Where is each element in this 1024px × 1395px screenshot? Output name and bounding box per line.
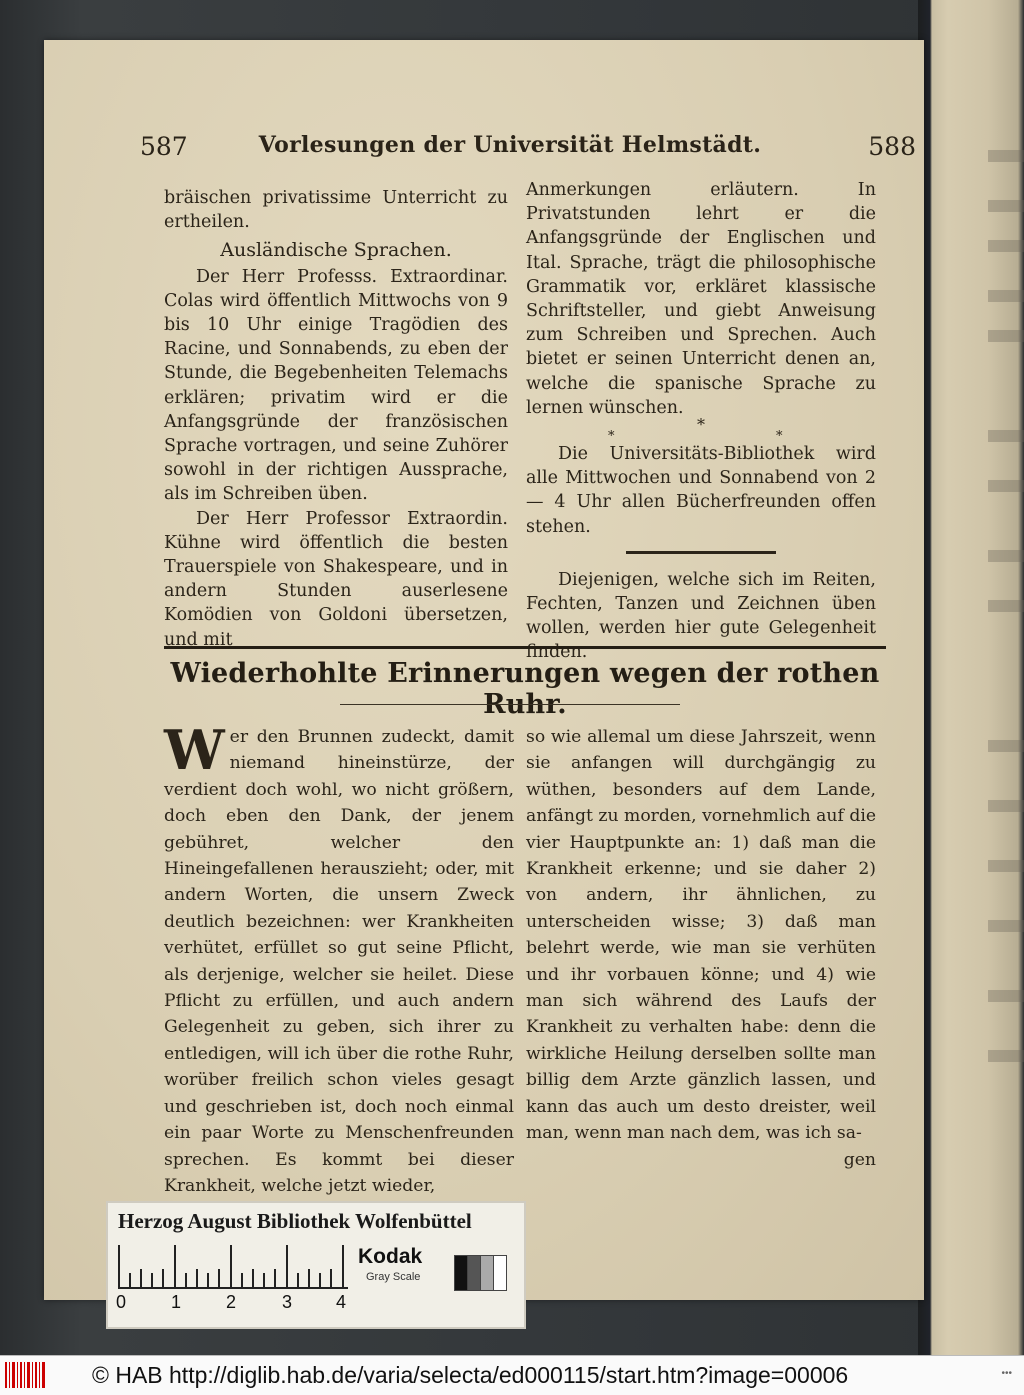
asterism-top: * bbox=[697, 415, 705, 435]
upper-right-column bbox=[526, 178, 876, 665]
scale-number: 3 bbox=[282, 1292, 293, 1312]
scale-number: 1 bbox=[171, 1292, 182, 1312]
footer-bar bbox=[0, 1355, 1024, 1395]
paragraph-text: er den Brunnen zudeckt, damit niemand hineinstürze, der verdient doch wohl, wo nicht größern, doch eben den Dank, der jenem gebühret, welcher den Hineingefallenen herauszieht; oder, mit andern Worten, die unsern Zweck deutlich bezeichnen: wer Krankheiten verhütet, erfüllet so gut seine Pflicht, als derjenige, welcher sie heilet. Diese Pflicht zu erfüllen, und auch andern Gelegenheit zu geben, sich ihrer zu entledigen, will ich über die rothe Ruhr, worüber freilich schon vieles gesagt und geschrieben ist, doch noch einmal ein paar Worte zu Menschenfreunden sprechen. Es kommt bei dieser Krankheit, welche jetzt wieder, bbox=[164, 727, 514, 1196]
lower-left-column bbox=[164, 718, 514, 1199]
paragraph: Die Universitäts-Bibliothek wird alle Mittwochen und Sonnabend von 2 — 4 Uhr allen Bücherfreunden offen stehen. bbox=[526, 444, 876, 537]
copyright-url: © HAB http://diglib.hab.de/varia/selecta/ed000115/start.htm?image=00006 bbox=[92, 1362, 849, 1388]
section-divider bbox=[164, 646, 886, 649]
paragraph: Diejenigen, welche sich im Reiten, Fechten, Tanzen und Zeichnen üben wollen, werden hier gute Gelegenheit finden. bbox=[526, 569, 876, 663]
barcode-icon bbox=[4, 1360, 46, 1390]
swatch-light-gray bbox=[480, 1255, 494, 1291]
drop-capital: W bbox=[164, 718, 225, 782]
running-header bbox=[140, 132, 916, 166]
title-underline bbox=[340, 704, 680, 705]
color-target-card bbox=[106, 1201, 526, 1329]
paragraph: so wie allemal um diese Jahrszeit, wenn sie anfangen will durchgängig zu wüthen, besonders auf dem Lande, anfängt zu morden, vornehmlich auf die vier Hauptpunkte an: 1) daß man die Krankheit erkenne; und sie daher 2) von andern, ihr ähnlichen, zu unterscheiden wisse; 3) daß man belehrt werde, wie man sie verhüten und ihr vorbauen könne; und 4) wie man sich während des Laufs der Krankheit zu verhalten habe: denn die wirkliche Heilung derselben sollte man billig dem Arzte gänzlich lassen, und kann das auch um desto dreister, weil man, wenn man nach dem, was ich sa- bbox=[526, 727, 876, 1144]
paragraph: Anmerkungen erläutern. In Privatstunden lehrt er die Anfangsgründe der Englischen und Ital. Sprache, trägt die philosophische Grammatik vor, erkläret klassische Schriftsteller, und giebt Anweisung zum Schreiben und Sprechen. Auch bietet er seinen Unterricht denen an, welche die spanische Sprache zu lernen wünschen. bbox=[526, 180, 876, 418]
asterism-bottom bbox=[526, 429, 876, 445]
gray-scale-label: Gray Scale bbox=[366, 1271, 421, 1283]
section-title: Wiederhohlte Erinnerungen wegen der rothen Ruhr. bbox=[170, 658, 880, 720]
running-title: Vorlesungen der Universität Helmstädt. bbox=[258, 132, 762, 158]
lower-right-column bbox=[526, 724, 876, 1173]
paragraph bbox=[164, 718, 514, 1199]
more-icon: ••• bbox=[1001, 1368, 1012, 1379]
swatch-dark-gray bbox=[467, 1255, 481, 1291]
facing-page-edge bbox=[918, 0, 1024, 1355]
paragraph: bräischen privatissime Unterricht zu ertheilen. bbox=[164, 188, 508, 233]
section-subheading: Ausländische Sprachen. bbox=[220, 239, 452, 262]
library-name: Herzog August Bibliothek Wolfenbüttel bbox=[118, 1209, 472, 1233]
page-number-left: 587 bbox=[140, 132, 188, 161]
book-page bbox=[44, 40, 924, 1300]
scale-number: 0 bbox=[116, 1292, 127, 1312]
swatch-white bbox=[493, 1255, 507, 1291]
upper-left-column bbox=[164, 186, 508, 652]
asterism-left: * bbox=[608, 429, 615, 445]
scale-ruler bbox=[118, 1245, 348, 1289]
short-divider bbox=[626, 551, 776, 554]
scale-number: 2 bbox=[226, 1292, 237, 1312]
scale-number: 4 bbox=[336, 1292, 347, 1312]
swatch-black bbox=[454, 1255, 468, 1291]
page-number-right: 588 bbox=[868, 132, 916, 161]
kodak-logo-text: Kodak bbox=[358, 1245, 423, 1268]
catchword: gen bbox=[843, 1149, 876, 1170]
paragraph: Der Herr Professor Extraordin. Kühne wird öffentlich die besten Trauerspiele von Shakespeare, und in andern Stunden auserlesene Komödien von Goldoni übersetzen, und mit bbox=[164, 508, 508, 650]
asterism-right: * bbox=[776, 429, 783, 445]
paragraph: Der Herr Professs. Extraordinar. Colas wird öffentlich Mittwochs von 9 bis 10 Uhr einige Tragödien des Racine, und Sonnabends, zu eben der Stunde, die Begebenheiten Telemachs erklären; privatim wird er die Anfangsgründe der französischen Sprache vortragen, und seine Zuhörer sowohl in der richtigen Aussprache, als im Schreiben üben. bbox=[164, 266, 508, 505]
